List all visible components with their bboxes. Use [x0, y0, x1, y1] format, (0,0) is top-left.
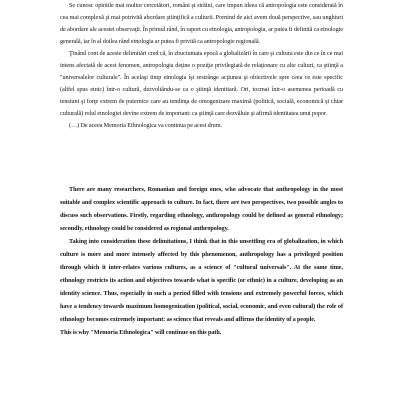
romanian-text-section [60, 0, 343, 132]
english-paragraph-3: This is why "Memoria Ethnologica" will continue on this path. [60, 329, 222, 336]
romanian-paragraph-2: Ţinând cont de aceste delimitări cred că, în zbuciumata epocă a globalizării în care şi cultura este din ce în ce mai intens afectată de acest fenomen, antropologia deţine o poziţie privilegiată de relaţionare cu alte culturi, ca ştiinţă a "universalelor culturale". În acelaşi timp etnologia îşi restrânge acţiunea şi obiectivele spre ceea ce este specific (altfel spus etnic) într-o cultură, dezvoltându-se ca o ştiinţă identitară. Ori, tocmai într-o asemenea perioadă cu tensiuni şi forţe extrem de puternice care au tendinţa de omogenizare maximă (politică, socială, economică şi chiar culturală) rolul etnologiei devine extrem de important: ca ştiinţă care dezvăluie şi afirmă identitatea unui popor. [60, 50, 343, 117]
english-text-section [60, 183, 343, 339]
romanian-paragraph-3: (…) De aceea Memoria Ethnologica va continua pe acest drum. [69, 122, 222, 129]
english-paragraph-2: Taking into consideration these delimitations, I think that in this unsettling era of globalization, in which culture is more and more intensely affected by this phenomenon, anthropology has a privileged position through which it inter-relates various cultures, as a science of "cultural universals". At the same time, ethnology restricts its action and objectives towards what is specific (or ethnic) in a culture, developing as an identity science. Thus, especially in such a period filled with tensions and extremely powerful forces, which have a tendency towards maximum homogenization (political, social, economic, and even cultural) the role of ethnology becomes extremely important: as science that reveals and affirms the identity of a people. [60, 238, 343, 323]
english-paragraph-1: There are many researchers, Romanian and foreign ones, who advocate that anthropology in the most suitable and complex scientific approach to culture. In fact, there are two perspectives, two possible angles to discuss such observations. Firstly, regarding ethnology, anthropology could be defined as general ethnology; secondly, ethnology could be considered as regional anthropology. [60, 186, 343, 232]
romanian-paragraph-1: Se cunosc opiniile mai multor cercetători, români şi străini, care impun ideea că antropologia este considerată în cea mai complexă şi mai potrivită abordare ştiinţifică a culturii. Pornind de aici avem două perspective, sau unghiuri de abordare ale acestei observaţii. În primul rând, în raport cu etnologia, antropologia, ar putea fi definită ca etnologie generală, iar în al doilea rând etnologia ar putea fi privită ca antropologie regională. [60, 2, 343, 45]
